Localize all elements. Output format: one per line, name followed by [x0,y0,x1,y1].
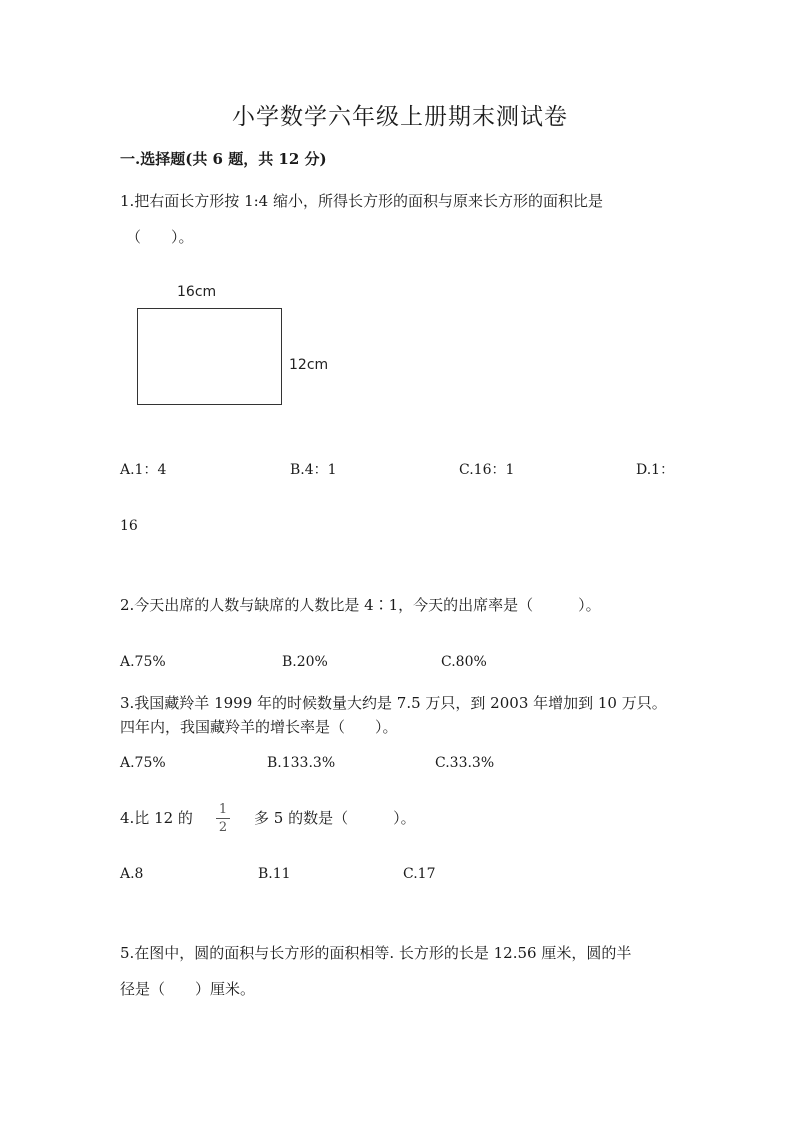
q4-option-a: A.8 [120,866,144,882]
fraction-denominator: 2 [218,820,228,835]
section-heading: 一.选择题(共 6 题，共 12 分) [120,150,327,168]
q1-option-d-cont: 16 [120,518,138,534]
q4-option-b: B.11 [258,866,291,882]
fraction-bar [216,818,230,819]
question-3-line-2: 四年内，我国藏羚羊的增长率是（ ）。 [120,718,398,736]
question-4-suffix: 多 5 的数是（ ）。 [254,809,416,827]
question-5-line-2: 径是（ ）厘米。 [120,980,256,998]
question-4-prefix: 4.比 12 的 [120,809,193,827]
fraction-numerator: 1 [218,802,228,817]
q3-option-a: A.75% [120,755,166,771]
q3-option-b: B.133.3% [267,755,336,771]
rect-height-label: 12cm [289,357,329,373]
q3-option-c: C.33.3% [435,755,495,771]
one-half-fraction [216,803,230,834]
question-3-line-1: 3.我国藏羚羊 1999 年的时候数量大约是 7.5 万只，到 2003 年增加到 10 万只。 [120,694,667,712]
q2-option-b: B.20% [282,654,328,670]
q2-option-c: C.80% [441,654,487,670]
question-1-line-1: 1.把右面长方形按 1:4 缩小，所得长方形的面积与原来长方形的面积比是 [120,192,603,210]
q1-option-c: C.16：1 [459,462,515,478]
question-2-text: 2.今天出席的人数与缺席的人数比是 4∶1，今天的出席率是（ ）。 [120,596,601,614]
question-1-line-2: （ ）。 [126,228,194,246]
page-title: 小学数学六年级上册期末测试卷 [232,104,568,130]
rect-width-label: 16cm [177,284,217,300]
rectangle-shape [137,308,282,405]
question-5-line-1: 5.在图中，圆的面积与长方形的面积相等. 长方形的长是 12.56 厘米，圆的半 [120,944,632,962]
q4-option-c: C.17 [403,866,436,882]
q1-option-a: A.1：4 [120,462,167,478]
q1-option-b: B.4：1 [290,462,337,478]
q1-option-d: D.1： [636,462,675,478]
q2-option-a: A.75% [120,654,166,670]
